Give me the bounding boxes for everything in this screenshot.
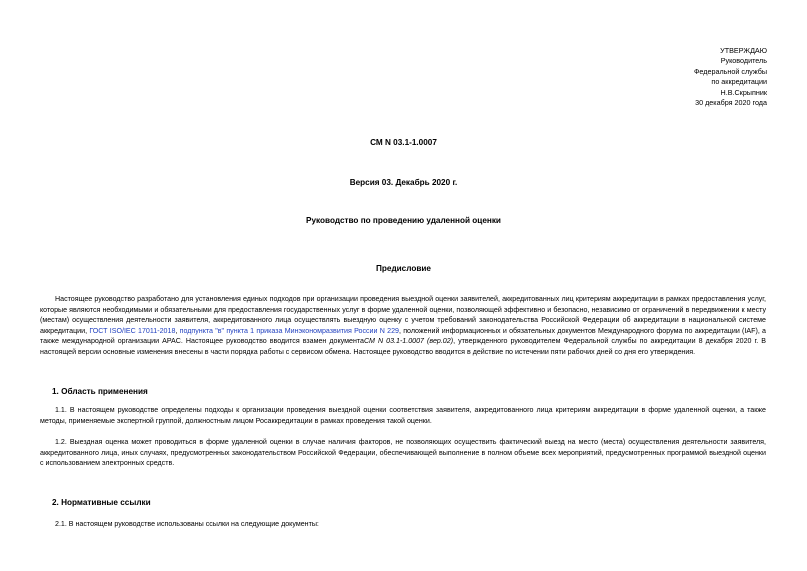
section1-heading: 1. Область применения bbox=[52, 387, 148, 396]
replaced-doc-ref: СМ N 03.1-1.0007 (вер.02) bbox=[363, 337, 454, 346]
approval-stamp: УТВЕРЖДАЮ bbox=[720, 46, 767, 55]
preface-text-c: , утвержденного руководителем Федеральной службы по аккредитации 8 декабря 2020 г. В настоящей версии основные изменения внесены в части порядка работы с сервисом обмена. Настоящее руководство вводится в действие по истечении пяти рабочих дней со дня его утверждения. bbox=[40, 337, 766, 356]
doc-code: СМ N 03.1-1.0007 bbox=[370, 138, 437, 147]
preface-text-a: Настоящее руководство разработано для установления единых подходов при организации проведения выездной оценки заявителей, аккредитованных лиц критериям аккредитации в рамках предоставления услуг, которые являются необходимыми и обязательными для предоставления государственных услуг в форме удаленной оценки, позволяющей эффективно и безопасно, независимо от ограничений в передвижении к месту (местам) осуществления деятельности заявителя, аккредитованного лица осуществлять выездную оценку с учетом требований законодательства Российской Федерации об аккредитации в национальной системе аккредитации, bbox=[40, 295, 766, 335]
gost-link[interactable]: ГОСТ ISO/IEC 17011-2018 bbox=[89, 326, 176, 335]
approval-org-cont: по аккредитации bbox=[711, 77, 767, 87]
preface-heading: Предисловие bbox=[376, 264, 431, 273]
approval-signatory: Н.В.Скрыпник bbox=[720, 87, 767, 97]
preface-text-b: , положений информационных и обязательных документов Международного форума по аккредитации (IAF), а также международной организации APAC. Настоящее руководство вводится взамен документа bbox=[40, 326, 766, 346]
preface-paragraph bbox=[40, 294, 766, 358]
order-link[interactable]: подпункта "в" пункта 1 приказа Минэкономразвития России N 229 bbox=[179, 326, 399, 335]
approval-date: 30 декабря 2020 года bbox=[695, 98, 767, 108]
approval-org: Федеральной службы bbox=[693, 66, 767, 76]
section2-paragraph-1: 2.1. В настоящем руководстве использованы ссылки на следующие документы: bbox=[55, 520, 319, 528]
section1-paragraph-2: 1.2. Выездная оценка может проводиться в форме удаленной оценки в случае наличия факторов, не позволяющих осуществить фактический выезд на место (места) осуществления деятельности заявителя, аккредитованного лица, иных случаях, предусмотренных законодательством Российской Федерации, обеспечивающей выполнение в полном объеме всех мероприятий, предусмотренных программой выездной оценки с использованием электронных средств. bbox=[40, 438, 766, 468]
preface-sep: , bbox=[175, 326, 180, 335]
section2-heading: 2. Нормативные ссылки bbox=[52, 498, 151, 507]
approval-block bbox=[694, 46, 767, 108]
approval-position: Руководитель bbox=[720, 56, 767, 66]
doc-version: Версия 03. Декабрь 2020 г. bbox=[349, 178, 458, 187]
doc-title: Руководство по проведению удаленной оценки bbox=[306, 216, 501, 225]
section1-paragraph-1: 1.1. В настоящем руководстве определены подходы к организации проведения выездной оценки соответствия заявителя, аккредитованного лица критериям аккредитации в форме удаленной оценки, а также методы, применяемые экспертной группой, должностным лицом Росаккредитации в рамках проведения такой оценки. bbox=[40, 406, 766, 425]
